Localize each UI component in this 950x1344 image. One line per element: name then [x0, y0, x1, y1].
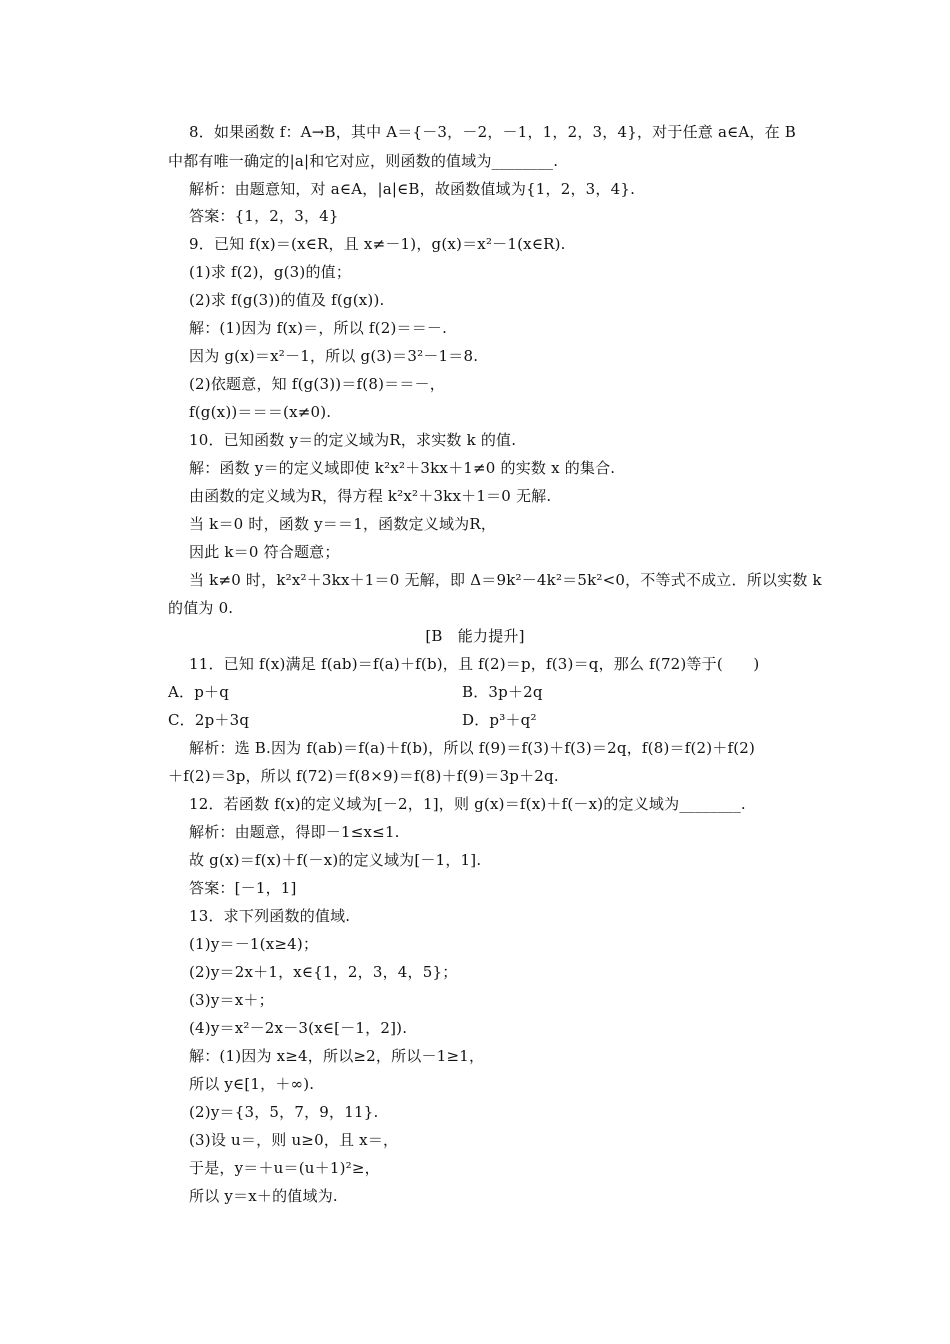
- problem-11-analysis: 解析：选 B.因为 f(ab)＝f(a)＋f(b)，所以 f(9)＝f(3)＋f(3)＝2q，f(8)＝f(2)＋f(2): [189, 739, 756, 757]
- problem-10-solution-line: 的值为 0.: [168, 599, 234, 617]
- problem-12-answer: 答案：[－1，1]: [189, 879, 297, 897]
- problem-10-solution-line: 由函数的定义域为R，得方程 k²x²＋3kx＋1＝0 无解.: [189, 487, 552, 505]
- problem-12-analysis-line: 故 g(x)＝f(x)＋f(－x)的定义域为[－1，1].: [189, 851, 482, 869]
- problem-13-part-4: (4)y＝x²－2x－3(x∈[－1，2]).: [189, 1019, 408, 1037]
- problem-9-solution-line: f(g(x))＝＝＝(x≠0).: [189, 403, 332, 421]
- problem-8-text-cont: 中都有唯一确定的|a|和它对应，则函数的值域为________.: [168, 152, 559, 170]
- problem-9-part-2: (2)求 f(g(3))的值及 f(g(x)).: [189, 291, 385, 309]
- problem-10-solution: 解：函数 y＝的定义域即使 k²x²＋3kx＋1≠0 的实数 x 的集合.: [189, 459, 616, 477]
- problem-8-text: 8．如果函数 f：A→B，其中 A＝{－3，－2，－1，1，2，3，4}，对于任意 a∈A，在 B: [189, 123, 797, 141]
- problem-8-answer: 答案：{1，2，3，4}: [189, 207, 339, 225]
- problem-11-text: 11．已知 f(x)满足 f(ab)＝f(a)＋f(b)，且 f(2)＝p，f(3)＝q，那么 f(72)等于( ): [189, 655, 760, 673]
- problem-9-solution-line: (2)依题意，知 f(g(3))＝f(8)＝＝－，: [189, 375, 445, 393]
- problem-9-part-1: (1)求 f(2)，g(3)的值；: [189, 263, 352, 281]
- problem-8-analysis: 解析：由题意知，对 a∈A，|a|∈B，故函数值域为{1，2，3，4}.: [189, 180, 636, 198]
- problem-12-analysis: 解析：由题意，得即－1≤x≤1.: [189, 823, 400, 841]
- problem-11-option-a: A．p＋q: [168, 683, 230, 701]
- problem-11-option-d: D．p³＋q²: [462, 711, 537, 729]
- problem-12-text: 12．若函数 f(x)的定义域为[－2，1]，则 g(x)＝f(x)＋f(－x)的定义域为________.: [189, 795, 746, 813]
- problem-9-solution: 解：(1)因为 f(x)＝，所以 f(2)＝＝－.: [189, 319, 448, 337]
- section-heading: [B 能力提升]: [425, 627, 525, 645]
- problem-13-solution-line: (2)y＝{3，5，7，9，11}.: [189, 1103, 379, 1121]
- problem-11-option-b: B．3p＋2q: [462, 683, 543, 701]
- problem-13-part-1: (1)y＝－1(x≥4)；: [189, 935, 319, 953]
- problem-13-solution: 解：(1)因为 x≥4，所以≥2，所以－1≥1，: [189, 1047, 485, 1065]
- problem-9-solution-line: 因为 g(x)＝x²－1，所以 g(3)＝3²－1＝8.: [189, 347, 479, 365]
- problem-13-text: 13．求下列函数的值域.: [189, 907, 351, 925]
- problem-10-solution-line: 当 k≠0 时，k²x²＋3kx＋1＝0 无解，即 Δ＝9k²－4k²＝5k²<0，不等式不成立．所以实数 k: [189, 571, 822, 589]
- problem-13-solution-line: 所以 y＝x＋的值域为.: [189, 1187, 338, 1205]
- problem-11-analysis-cont: ＋f(2)＝3p，所以 f(72)＝f(8×9)＝f(8)＋f(9)＝3p＋2q.: [168, 767, 559, 785]
- problem-10-text: 10．已知函数 y＝的定义域为R，求实数 k 的值.: [189, 431, 517, 449]
- problem-13-part-2: (2)y＝2x＋1，x∈{1，2，3，4，5}；: [189, 963, 458, 981]
- problem-10-solution-line: 当 k＝0 时，函数 y＝＝1，函数定义域为R，: [189, 515, 497, 533]
- problem-13-solution-line: 所以 y∈[1，＋∞).: [189, 1075, 315, 1093]
- problem-13-part-3: (3)y＝x＋；: [189, 991, 274, 1009]
- problem-9-text: 9．已知 f(x)＝(x∈R，且 x≠－1)，g(x)＝x²－1(x∈R).: [189, 235, 566, 253]
- problem-13-solution-line: 于是，y＝＋u＝(u＋1)²≥，: [189, 1159, 380, 1177]
- problem-11-option-c: C．2p＋3q: [168, 711, 250, 729]
- problem-10-solution-line: 因此 k＝0 符合题意；: [189, 543, 340, 561]
- problem-13-solution-line: (3)设 u＝，则 u≥0，且 x＝，: [189, 1131, 399, 1149]
